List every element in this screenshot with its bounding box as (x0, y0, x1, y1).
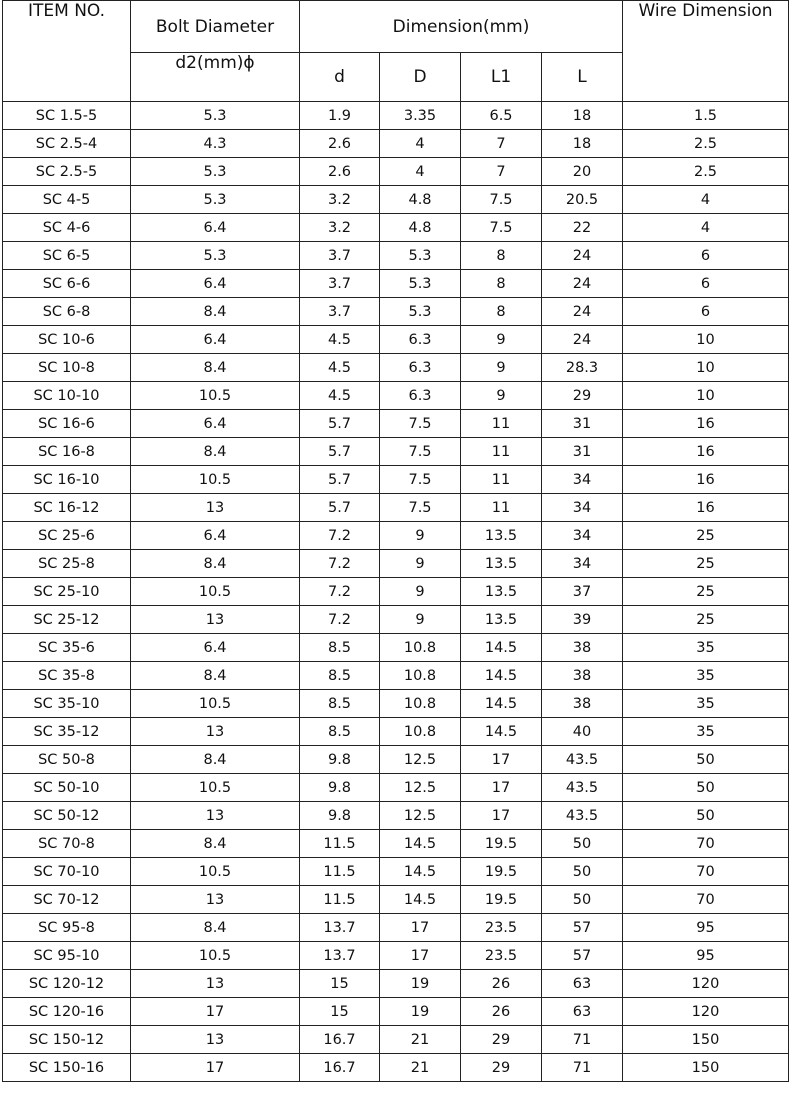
cell-L1: 14.5 (461, 690, 542, 718)
cell-item-no: SC 95-10 (3, 942, 131, 970)
table-row (3, 158, 789, 186)
cell-wire-dimension: 120 (623, 998, 789, 1026)
cell-bolt-diameter: 6.4 (131, 326, 300, 354)
cell-d: 16.7 (300, 1026, 380, 1054)
cell-L: 43.5 (542, 802, 623, 830)
cell-d: 11.5 (300, 830, 380, 858)
cell-D: 9 (380, 606, 461, 634)
cell-d: 8.5 (300, 662, 380, 690)
cell-item-no: SC 120-12 (3, 970, 131, 998)
cell-wire-dimension: 4 (623, 186, 789, 214)
cell-item-no: SC 10-10 (3, 382, 131, 410)
cell-wire-dimension: 6 (623, 242, 789, 270)
cell-item-no: SC 35-10 (3, 690, 131, 718)
cell-item-no: SC 50-12 (3, 802, 131, 830)
cell-bolt-diameter: 8.4 (131, 746, 300, 774)
cell-d: 5.7 (300, 438, 380, 466)
cell-bolt-diameter: 10.5 (131, 942, 300, 970)
table-row (3, 998, 789, 1026)
header-sub-d: d (300, 53, 380, 102)
cell-bolt-diameter: 10.5 (131, 690, 300, 718)
cell-L1: 8 (461, 298, 542, 326)
cell-item-no: SC 6-5 (3, 242, 131, 270)
cell-wire-dimension: 25 (623, 522, 789, 550)
cell-D: 4.8 (380, 214, 461, 242)
cell-D: 7.5 (380, 466, 461, 494)
table-body (3, 102, 789, 1082)
cell-L1: 6.5 (461, 102, 542, 130)
cell-item-no: SC 1.5-5 (3, 102, 131, 130)
cell-L: 63 (542, 970, 623, 998)
cell-D: 6.3 (380, 382, 461, 410)
cell-bolt-diameter: 10.5 (131, 466, 300, 494)
cell-L1: 19.5 (461, 858, 542, 886)
cell-L: 43.5 (542, 746, 623, 774)
cell-L1: 13.5 (461, 606, 542, 634)
table-row (3, 690, 789, 718)
table-row (3, 942, 789, 970)
cell-L: 20 (542, 158, 623, 186)
cell-D: 4 (380, 130, 461, 158)
cell-d: 7.2 (300, 578, 380, 606)
header-bolt-diameter: Bolt Diameter (131, 1, 300, 53)
cell-item-no: SC 6-6 (3, 270, 131, 298)
cell-d: 13.7 (300, 942, 380, 970)
cell-d: 3.2 (300, 186, 380, 214)
cell-L1: 17 (461, 746, 542, 774)
cell-D: 10.8 (380, 718, 461, 746)
table-row (3, 858, 789, 886)
table-row (3, 802, 789, 830)
header-wire-dimension: Wire Dimension (623, 1, 789, 102)
table-row (3, 830, 789, 858)
cell-bolt-diameter: 4.3 (131, 130, 300, 158)
cell-L: 31 (542, 410, 623, 438)
table-row (3, 130, 789, 158)
cell-L1: 7 (461, 130, 542, 158)
cell-D: 12.5 (380, 746, 461, 774)
table-row (3, 354, 789, 382)
cell-D: 7.5 (380, 494, 461, 522)
cell-item-no: SC 16-6 (3, 410, 131, 438)
cell-L: 71 (542, 1026, 623, 1054)
cell-L: 50 (542, 886, 623, 914)
cell-d: 1.9 (300, 102, 380, 130)
cell-L: 24 (542, 242, 623, 270)
cell-item-no: SC 70-10 (3, 858, 131, 886)
cell-bolt-diameter: 8.4 (131, 550, 300, 578)
cell-bolt-diameter: 13 (131, 494, 300, 522)
cell-bolt-diameter: 8.4 (131, 914, 300, 942)
cell-item-no: SC 6-8 (3, 298, 131, 326)
cell-bolt-diameter: 10.5 (131, 382, 300, 410)
cell-L1: 11 (461, 410, 542, 438)
cell-L: 34 (542, 494, 623, 522)
cell-L: 29 (542, 382, 623, 410)
cell-d: 5.7 (300, 494, 380, 522)
cell-bolt-diameter: 13 (131, 718, 300, 746)
cell-L: 38 (542, 662, 623, 690)
cell-L1: 11 (461, 494, 542, 522)
cell-D: 9 (380, 522, 461, 550)
cell-L1: 8 (461, 270, 542, 298)
cell-d: 15 (300, 970, 380, 998)
header-item-no: ITEM NO. (3, 1, 131, 102)
cell-D: 9 (380, 578, 461, 606)
cell-bolt-diameter: 6.4 (131, 410, 300, 438)
cell-item-no: SC 25-12 (3, 606, 131, 634)
cell-L1: 26 (461, 970, 542, 998)
cell-d: 9.8 (300, 746, 380, 774)
cell-bolt-diameter: 6.4 (131, 270, 300, 298)
cell-d: 11.5 (300, 886, 380, 914)
cell-L1: 14.5 (461, 718, 542, 746)
cell-item-no: SC 25-8 (3, 550, 131, 578)
cell-bolt-diameter: 6.4 (131, 522, 300, 550)
cell-wire-dimension: 35 (623, 718, 789, 746)
table-row (3, 550, 789, 578)
cell-d: 9.8 (300, 802, 380, 830)
table-row (3, 466, 789, 494)
cell-D: 4.8 (380, 186, 461, 214)
cell-L: 63 (542, 998, 623, 1026)
cell-D: 5.3 (380, 270, 461, 298)
cell-bolt-diameter: 10.5 (131, 774, 300, 802)
cell-D: 19 (380, 998, 461, 1026)
cell-D: 5.3 (380, 298, 461, 326)
table-row (3, 102, 789, 130)
cell-bolt-diameter: 13 (131, 606, 300, 634)
cell-item-no: SC 35-12 (3, 718, 131, 746)
cell-item-no: SC 120-16 (3, 998, 131, 1026)
table-row (3, 382, 789, 410)
table-row (3, 662, 789, 690)
cell-d: 16.7 (300, 1054, 380, 1082)
cell-L1: 17 (461, 802, 542, 830)
cell-d: 7.2 (300, 550, 380, 578)
cell-bolt-diameter: 8.4 (131, 438, 300, 466)
cell-item-no: SC 2.5-5 (3, 158, 131, 186)
table-row (3, 214, 789, 242)
cell-L1: 23.5 (461, 942, 542, 970)
cell-wire-dimension: 25 (623, 578, 789, 606)
cell-d: 8.5 (300, 690, 380, 718)
cell-L: 34 (542, 522, 623, 550)
cell-wire-dimension: 70 (623, 830, 789, 858)
cell-L: 71 (542, 1054, 623, 1082)
cell-bolt-diameter: 8.4 (131, 830, 300, 858)
cell-L1: 7.5 (461, 186, 542, 214)
cell-d: 4.5 (300, 326, 380, 354)
table-row (3, 578, 789, 606)
cell-bolt-diameter: 5.3 (131, 102, 300, 130)
cell-D: 5.3 (380, 242, 461, 270)
cell-wire-dimension: 2.5 (623, 130, 789, 158)
cell-L: 38 (542, 634, 623, 662)
cell-item-no: SC 150-16 (3, 1054, 131, 1082)
cell-item-no: SC 16-12 (3, 494, 131, 522)
cell-item-no: SC 10-8 (3, 354, 131, 382)
cell-L: 22 (542, 214, 623, 242)
cell-D: 17 (380, 942, 461, 970)
cell-bolt-diameter: 6.4 (131, 214, 300, 242)
cell-bolt-diameter: 8.4 (131, 662, 300, 690)
cell-d: 7.2 (300, 522, 380, 550)
cell-item-no: SC 16-8 (3, 438, 131, 466)
header-sub-L: L (542, 53, 623, 102)
cell-d: 7.2 (300, 606, 380, 634)
header-sub-D: D (380, 53, 461, 102)
cell-L1: 13.5 (461, 550, 542, 578)
cell-item-no: SC 10-6 (3, 326, 131, 354)
cell-wire-dimension: 10 (623, 326, 789, 354)
cell-bolt-diameter: 8.4 (131, 354, 300, 382)
cell-bolt-diameter: 5.3 (131, 242, 300, 270)
cell-D: 12.5 (380, 774, 461, 802)
spec-table (2, 0, 789, 1082)
cell-d: 2.6 (300, 158, 380, 186)
cell-D: 19 (380, 970, 461, 998)
cell-D: 10.8 (380, 634, 461, 662)
cell-bolt-diameter: 13 (131, 886, 300, 914)
cell-wire-dimension: 35 (623, 634, 789, 662)
cell-L: 24 (542, 326, 623, 354)
cell-item-no: SC 35-6 (3, 634, 131, 662)
cell-wire-dimension: 35 (623, 690, 789, 718)
cell-wire-dimension: 150 (623, 1054, 789, 1082)
cell-L: 18 (542, 102, 623, 130)
table-row (3, 914, 789, 942)
cell-item-no: SC 35-8 (3, 662, 131, 690)
cell-L: 40 (542, 718, 623, 746)
cell-item-no: SC 25-10 (3, 578, 131, 606)
cell-bolt-diameter: 10.5 (131, 858, 300, 886)
cell-L: 57 (542, 942, 623, 970)
cell-L: 50 (542, 830, 623, 858)
table-row (3, 606, 789, 634)
cell-L1: 14.5 (461, 662, 542, 690)
cell-D: 3.35 (380, 102, 461, 130)
cell-L1: 23.5 (461, 914, 542, 942)
cell-bolt-diameter: 10.5 (131, 578, 300, 606)
table-row (3, 186, 789, 214)
cell-L: 31 (542, 438, 623, 466)
cell-L1: 19.5 (461, 886, 542, 914)
cell-wire-dimension: 10 (623, 382, 789, 410)
cell-L1: 13.5 (461, 522, 542, 550)
cell-d: 8.5 (300, 718, 380, 746)
cell-D: 7.5 (380, 410, 461, 438)
table-row (3, 774, 789, 802)
cell-wire-dimension: 16 (623, 438, 789, 466)
cell-item-no: SC 4-5 (3, 186, 131, 214)
cell-L1: 17 (461, 774, 542, 802)
cell-L: 24 (542, 270, 623, 298)
cell-item-no: SC 50-8 (3, 746, 131, 774)
table-row (3, 746, 789, 774)
cell-wire-dimension: 95 (623, 914, 789, 942)
cell-L1: 29 (461, 1026, 542, 1054)
cell-D: 14.5 (380, 886, 461, 914)
cell-bolt-diameter: 13 (131, 1026, 300, 1054)
cell-d: 2.6 (300, 130, 380, 158)
cell-L1: 7 (461, 158, 542, 186)
cell-d: 9.8 (300, 774, 380, 802)
cell-d: 4.5 (300, 354, 380, 382)
cell-item-no: SC 70-8 (3, 830, 131, 858)
cell-D: 9 (380, 550, 461, 578)
cell-bolt-diameter: 17 (131, 1054, 300, 1082)
table-row (3, 298, 789, 326)
cell-wire-dimension: 6 (623, 270, 789, 298)
cell-L1: 7.5 (461, 214, 542, 242)
cell-bolt-diameter: 17 (131, 998, 300, 1026)
cell-wire-dimension: 4 (623, 214, 789, 242)
table-row (3, 522, 789, 550)
cell-item-no: SC 2.5-4 (3, 130, 131, 158)
cell-d: 13.7 (300, 914, 380, 942)
cell-d: 8.5 (300, 634, 380, 662)
header-dimension: Dimension(mm) (300, 1, 623, 53)
cell-d: 4.5 (300, 382, 380, 410)
cell-L: 24 (542, 298, 623, 326)
table-row (3, 1054, 789, 1082)
table-row (3, 242, 789, 270)
cell-d: 5.7 (300, 466, 380, 494)
cell-wire-dimension: 50 (623, 774, 789, 802)
cell-D: 6.3 (380, 354, 461, 382)
cell-d: 3.7 (300, 270, 380, 298)
header-sub-L1: L1 (461, 53, 542, 102)
cell-d: 5.7 (300, 410, 380, 438)
cell-D: 17 (380, 914, 461, 942)
cell-d: 3.7 (300, 298, 380, 326)
cell-item-no: SC 95-8 (3, 914, 131, 942)
cell-d: 11.5 (300, 858, 380, 886)
cell-wire-dimension: 25 (623, 606, 789, 634)
cell-bolt-diameter: 5.3 (131, 158, 300, 186)
table-row (3, 494, 789, 522)
cell-bolt-diameter: 8.4 (131, 298, 300, 326)
cell-item-no: SC 50-10 (3, 774, 131, 802)
cell-L: 18 (542, 130, 623, 158)
cell-D: 6.3 (380, 326, 461, 354)
cell-L1: 11 (461, 438, 542, 466)
cell-L: 50 (542, 858, 623, 886)
cell-wire-dimension: 50 (623, 746, 789, 774)
cell-wire-dimension: 25 (623, 550, 789, 578)
cell-D: 21 (380, 1026, 461, 1054)
cell-wire-dimension: 1.5 (623, 102, 789, 130)
cell-L: 28.3 (542, 354, 623, 382)
table-header (3, 1, 789, 102)
cell-L1: 14.5 (461, 634, 542, 662)
header-bolt-unit: d2(mm)ϕ (131, 53, 300, 102)
cell-L1: 13.5 (461, 578, 542, 606)
cell-d: 15 (300, 998, 380, 1026)
table-row (3, 634, 789, 662)
cell-d: 3.2 (300, 214, 380, 242)
table-row (3, 1026, 789, 1054)
cell-wire-dimension: 50 (623, 802, 789, 830)
cell-L: 34 (542, 550, 623, 578)
cell-item-no: SC 16-10 (3, 466, 131, 494)
cell-L1: 26 (461, 998, 542, 1026)
cell-L1: 9 (461, 382, 542, 410)
cell-L1: 9 (461, 354, 542, 382)
table-row (3, 326, 789, 354)
cell-D: 10.8 (380, 662, 461, 690)
cell-L1: 11 (461, 466, 542, 494)
cell-bolt-diameter: 13 (131, 802, 300, 830)
table-row (3, 718, 789, 746)
cell-D: 12.5 (380, 802, 461, 830)
cell-D: 14.5 (380, 858, 461, 886)
cell-D: 14.5 (380, 830, 461, 858)
table-row (3, 886, 789, 914)
table-row (3, 270, 789, 298)
cell-L: 34 (542, 466, 623, 494)
cell-D: 21 (380, 1054, 461, 1082)
cell-L1: 9 (461, 326, 542, 354)
table-row (3, 438, 789, 466)
cell-L1: 29 (461, 1054, 542, 1082)
cell-L: 37 (542, 578, 623, 606)
cell-wire-dimension: 95 (623, 942, 789, 970)
cell-D: 4 (380, 158, 461, 186)
cell-L: 20.5 (542, 186, 623, 214)
cell-L: 38 (542, 690, 623, 718)
cell-wire-dimension: 70 (623, 858, 789, 886)
cell-L: 39 (542, 606, 623, 634)
cell-item-no: SC 25-6 (3, 522, 131, 550)
cell-item-no: SC 70-12 (3, 886, 131, 914)
cell-wire-dimension: 10 (623, 354, 789, 382)
cell-wire-dimension: 16 (623, 410, 789, 438)
cell-item-no: SC 4-6 (3, 214, 131, 242)
cell-bolt-diameter: 13 (131, 970, 300, 998)
cell-wire-dimension: 6 (623, 298, 789, 326)
cell-L: 43.5 (542, 774, 623, 802)
cell-wire-dimension: 70 (623, 886, 789, 914)
cell-L1: 8 (461, 242, 542, 270)
table-row (3, 410, 789, 438)
cell-bolt-diameter: 5.3 (131, 186, 300, 214)
table-row (3, 970, 789, 998)
cell-wire-dimension: 35 (623, 662, 789, 690)
cell-wire-dimension: 120 (623, 970, 789, 998)
cell-D: 7.5 (380, 438, 461, 466)
cell-wire-dimension: 16 (623, 466, 789, 494)
cell-L: 57 (542, 914, 623, 942)
cell-wire-dimension: 2.5 (623, 158, 789, 186)
cell-wire-dimension: 16 (623, 494, 789, 522)
cell-d: 3.7 (300, 242, 380, 270)
cell-D: 10.8 (380, 690, 461, 718)
cell-item-no: SC 150-12 (3, 1026, 131, 1054)
cell-bolt-diameter: 6.4 (131, 634, 300, 662)
cell-L1: 19.5 (461, 830, 542, 858)
cell-wire-dimension: 150 (623, 1026, 789, 1054)
